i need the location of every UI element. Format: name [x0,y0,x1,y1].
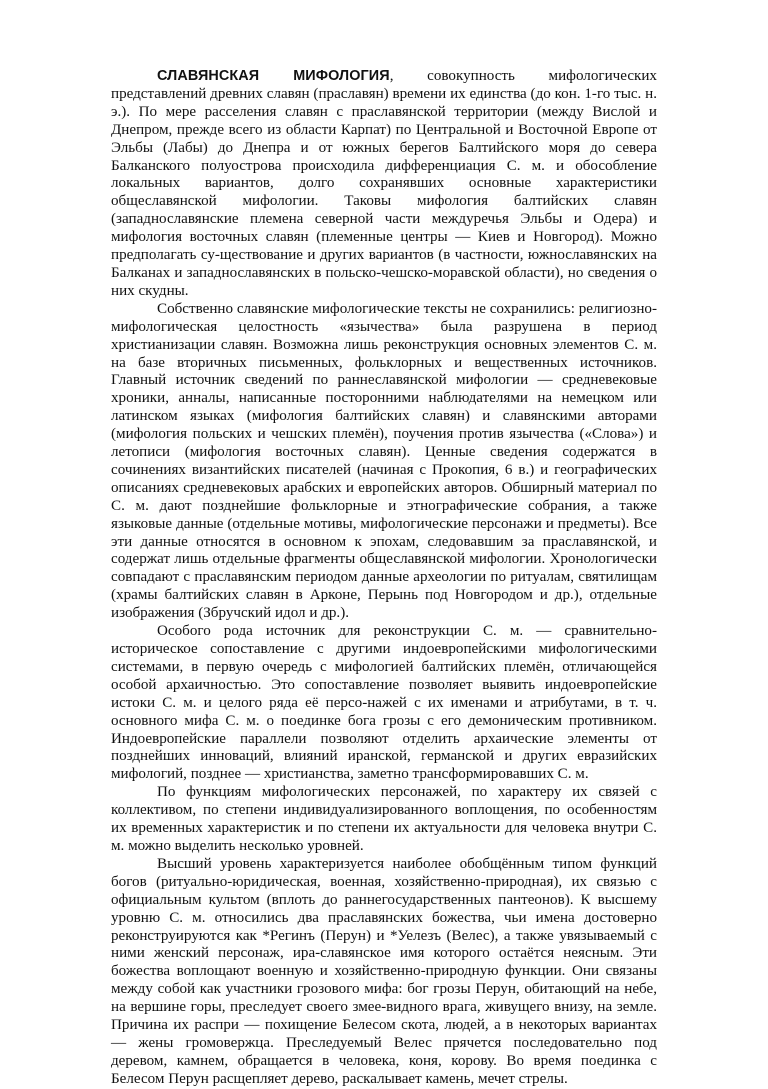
paragraph-intro [111,68,657,301]
paragraph-sources: Собственно славянские мифологические тексты не сохранились: религиозно-мифологическая целостность «язычества» была разрушена в период христианизации славян. Возможна лишь реконструкция основных элементов С. м. на базе вторичных письменных, фольклорных и вещественных источников. Главный источник сведений по раннеславянской мифологии — средневековые хроники, анналы, написанные посторонними наблюдателями на немецком или латинском языках (мифология балтийских славян) и славянскими авторами (мифология польских и чешских племён), поучения против язычества («Слова») и летописи (мифология восточных славян). Ценные сведения содержатся в сочинениях византийских писателей (начиная с Прокопия, 6 в.) и географических описаниях средневековых арабских и европейских авторов. Обширный материал по С. м. дают позднейшие фольклорные и этнографические собрания, а также языковые данные (отдельные мотивы, мифологические персонажи и предметы). Все эти данные относятся в основном к эпохам, следовавшим за праславянской, и содержат лишь отдельные фрагменты общеславянской мифологии. Хронологически совпадают с праславянским периодом данные археологии по ритуалам, святилищам (храмы балтийских славян в Арконе, Перынь под Новгородом и др.), отдельные изображения (Збручский идол и др.). [111,300,657,622]
paragraph-levels: По функциям мифологических персонажей, по характеру их связей с коллективом, по степени индивидуализированного воплощения, по особенностям их временных характеристик и по степени их актуальности для человека внутри С. м. можно выделить несколько уровней. [111,784,657,854]
paragraph-comparative: Особого рода источник для реконструкции С. м. — сравнительно-историческое сопоставление с другими индоевропейскими мифологическими системами, в первую очередь с мифологией балтийских племён, отличающейся особой архаичностью. Это сопоставление позволяет выявить индоевропейские истоки С. м. и целого ряда её персо-нажей с их именами и атрибутами, в т. ч. основного мифа С. м. о поединке бога грозы с его демоническим противником. Индоевропейские параллели позволяют отделить архаические элементы от позднейших инноваций, влияний иранской, германской и других евразийских мифологий, позднее — христианства, заметно трансформировавших С. м. [111,623,657,783]
article-heading: СЛАВЯНСКАЯ МИФОЛОГИЯ [157,68,390,84]
document-page [111,68,657,1089]
paragraph-intro-text: , совокупность мифологических представлений древних славян (праславян) времени их единства (до кон. 1-го тыс. н. э.). По мере расселения славян с праславянской территории (между Вислой и Днепром, прежде всего из области Карпат) по Центральной и Восточной Европе от Эльбы (Лабы) до Днепра и от южных берегов Балтийского моря до севера Балканского полуострова происходила дифференциация С. м. и обособление локальных вариантов, долго сохранявших основные характеристики общеславянской мифологии. Таковы мифология балтийских славян (западнославянские племена северной части междуречья Эльбы и Одера) и мифология восточных славян (племенные центры — Киев и Новгород). Можно предполагать су-ществование и других вариантов (в частности, южнославянских на Балканах и западнославянских в польско-чешско-моравской области), но сведения о них скудны. [111,68,657,299]
paragraph-highest-level: Высший уровень характеризуется наиболее обобщённым типом функций богов (ритуально-юридическая, военная, хозяйственно-природная), их связью с официальным культом (вплоть до раннегосударственных пантеонов). К высшему уровню С. м. относились два праславянских божества, чьи имена достоверно реконструируются как *Регинъ (Перун) и *Уелезъ (Велес), а также увязываемый с ними женский персонаж, ира-славянское имя которого остаётся неясным. Эти божества воплощают военную и хозяйственно-природную функции. Они связаны между собой как участники грозового мифа: бог грозы Перун, обитающий на небе, на вершине горы, преследует своего змее-видного врага, живущего внизу, на земле. Причина их распри — похищение Белесом скота, людей, а в некоторых вариантах — жены громовержца. Преследуемый Велес прячется последовательно под деревом, камнем, обращается в человека, коня, корову. Во время поединка с Белесом Перун расщепляет дерево, раскалывает камень, мечет стрелы. [111,855,657,1087]
